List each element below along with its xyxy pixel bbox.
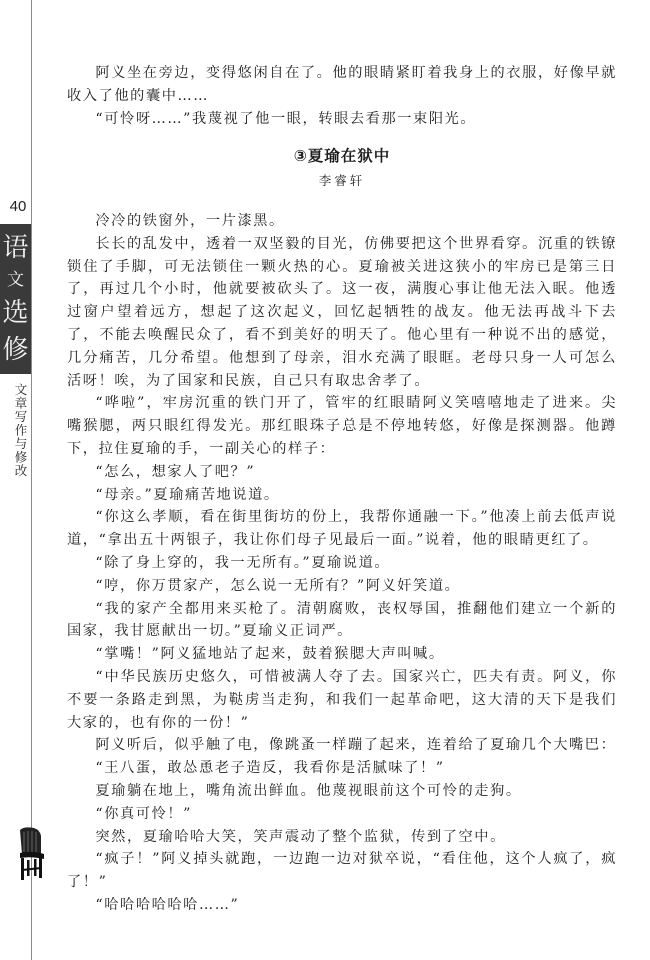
paragraph: 冷冷的铁窗外，一片漆黑。 — [95, 212, 285, 229]
paragraph: “掌嘴！”阿义猛地站了起来，鼓着猴腮大声叫喊。 — [95, 646, 445, 663]
article-author: 李睿轩 — [318, 173, 366, 189]
band-char: 修 — [2, 334, 29, 365]
article-title: ③夏瑜在狱中 — [293, 147, 391, 166]
band-char: 选 — [2, 297, 29, 328]
paragraph: “我的家产全都用来买枪了。清朝腐败，丧权辱国，推翻他们建立一个新的国家，我甘愿献出一切。”夏瑜义正词严。 — [67, 600, 617, 640]
page-number: 40 — [9, 198, 27, 215]
band-char: 语 — [2, 233, 29, 264]
page-content — [67, 62, 617, 917]
paragraph: “怎么，想家人了吧？” — [95, 463, 256, 480]
paragraph: 突然，夏瑜哈哈大笑，笑声震动了整个监狱，传到了空中。 — [95, 828, 506, 845]
series-band — [0, 224, 31, 374]
paragraph: “你真可怜！” — [95, 805, 193, 822]
book-subtitle: 文章写作与修改 — [13, 382, 28, 478]
paragraph: “可怜呀……”我蔑视了他一眼，转眼去看那一束阳光。 — [95, 110, 477, 127]
paragraph: 阿义听后，似乎触了电，像跳蚤一样蹦了起来，连着给了夏瑜几个大嘴巴： — [95, 737, 617, 754]
paragraph: 阿义坐在旁边，变得悠闲自在了。他的眼睛紧盯着我身上的衣服，好像早就收入了他的囊中…… — [67, 65, 617, 104]
paragraph: “哗啦”，牢房沉重的铁门开了，管牢的红眼睛阿义笑嘻嘻地走了进来。尖嘴猴腮，两只眼红得发光。那红眼珠子总是不停地转悠，好像是探测器。他蹲下，拉住夏瑜的手，一副关心的样子： — [67, 395, 617, 457]
chair-icon — [16, 826, 46, 882]
paragraph: “你这么孝顺，看在街里街坊的份上，我帮你通融一下。”他凑上前去低声说道，“拿出五十两银子，我让你们母子见最后一面。”说着，他的眼睛更红了。 — [67, 509, 617, 549]
paragraph: “除了身上穿的，我一无所有。”夏瑜说道。 — [95, 554, 391, 571]
band-char: 文 — [7, 270, 24, 291]
paragraph: “疯子！”阿义掉头就跑，一边跑一边对狱卒说，“看住他，这个人疯了，疯了！” — [67, 851, 617, 891]
paragraph: “中华民族历史悠久，可惜被满人夺了去。国家兴亡，匹夫有责。阿义，你不要一条路走到黑，为鞑虏当走狗，和我们一起革命吧，这大清的天下是我们大家的，也有你的一份！” — [67, 668, 617, 731]
paragraph: “母亲。”夏瑜痛苦地说道。 — [95, 486, 280, 503]
paragraph: 长长的乱发中，透着一双坚毅的目光，仿佛要把这个世界看穿。沉重的铁镣锁住了手脚，可无法锁住一颗火热的心。夏瑜被关进这狭小的牢房已是第三日了，再过几个小时，他就要被砍头了。这一夜，满腹心事让他无法入眠。他透过窗户望着远方，想起了这次起义，回忆起牺牲的战友。他无法再战斗下去了，不能去唤醒民众了，看不到美好的明天了。他心里有一种说不出的感觉，几分痛苦，几分希望。他想到了母亲，泪水充满了眼眶。老母只身一人可怎么活呀！唉，为了国家和民族，自己只有取忠舍孝了。 — [67, 235, 617, 389]
margin-rule — [31, 0, 32, 960]
paragraph: 夏瑜躺在地上，嘴角流出鲜血。他蔑视眼前这个可怜的走狗。 — [95, 782, 522, 799]
paragraph: “哼，你万贯家产，怎么说一无所有？”阿义奸笑道。 — [95, 577, 461, 594]
paragraph: “王八蛋，敢怂恿老子造反，我看你是活腻味了！” — [95, 760, 445, 777]
paragraph: “哈哈哈哈哈哈……” — [95, 896, 240, 913]
